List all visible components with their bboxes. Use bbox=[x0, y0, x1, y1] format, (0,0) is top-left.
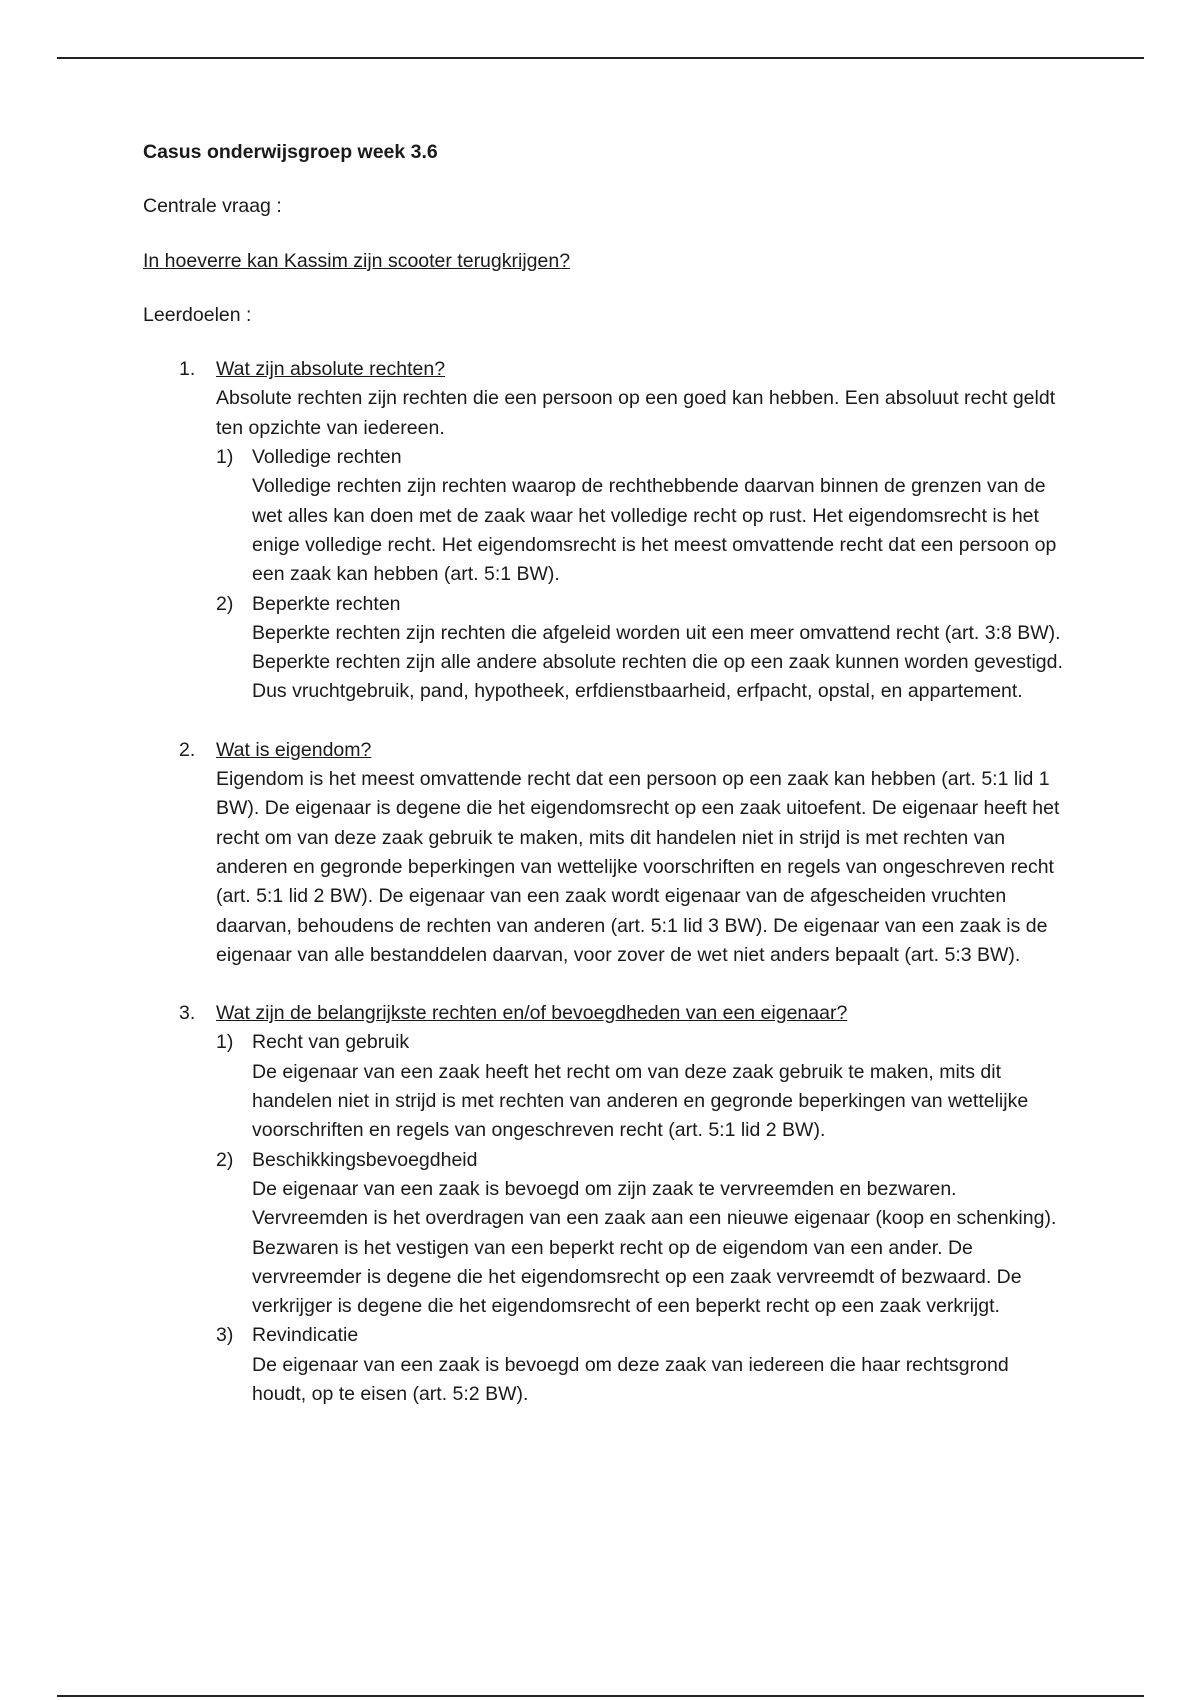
sub-item-heading: Volledige rechten bbox=[252, 446, 402, 469]
item-heading: Wat zijn de belangrijkste rechten en/of bevoegdheden van een eigenaar? bbox=[216, 1002, 848, 1025]
document-title: Casus onderwijsgroep week 3.6 bbox=[143, 141, 438, 163]
sub-item-text: De eigenaar van een zaak is bevoegd om deze zaak van iedereen die haar rechtsgrond houdt, op te eisen (art. 5:2 BW). bbox=[252, 1353, 1009, 1405]
item-heading: Wat zijn absolute rechten? bbox=[216, 358, 446, 381]
sub-item-number: 2) bbox=[216, 1148, 234, 1171]
learning-goal-3 bbox=[143, 999, 1063, 1409]
sub-item-text: De eigenaar van een zaak heeft het recht om van deze zaak gebruik te maken, mits dit handelen niet in strijd is met rechten van anderen en gegronde beperkingen van wettelijke voorschriften en regels van ongeschreven recht (art. 5:1 lid 2 BW). bbox=[252, 1060, 1029, 1142]
central-question-label: Centrale vraag : bbox=[143, 195, 282, 218]
sub-item-heading: Recht van gebruik bbox=[252, 1031, 410, 1054]
sub-list bbox=[216, 443, 1063, 707]
sub-item-heading: Beperkte rechten bbox=[252, 592, 401, 615]
sub-item-recht-van-gebruik bbox=[216, 1028, 1063, 1145]
sub-item-volledige-rechten bbox=[216, 443, 1063, 589]
sub-item-heading: Beschikkingsbevoegdheid bbox=[252, 1148, 478, 1171]
sub-item-beperkte-rechten bbox=[216, 590, 1063, 707]
sub-list bbox=[216, 1028, 1063, 1409]
central-question: In hoeverre kan Kassim zijn scooter terugkrijgen? bbox=[143, 249, 571, 272]
sub-item-heading: Revindicatie bbox=[252, 1324, 359, 1347]
header-rule bbox=[57, 57, 1144, 59]
item-heading: Wat is eigendom? bbox=[216, 738, 372, 761]
sub-item-text: De eigenaar van een zaak is bevoegd om zijn zaak te vervreemden en bezwaren. Vervreemden is het overdragen van een zaak aan een nieuwe eigenaar (koop en schenking). Bezwaren is het vestigen van een beperkt recht op de eigendom van een ander. De vervreemder is degene die het eigendomsrecht op een zaak vervreemdt of bezwaard. De verkrijger is degene die het eigendomsrecht of een beperkt recht op een zaak verkrijgt. bbox=[252, 1177, 1057, 1318]
sub-item-text: Volledige rechten zijn rechten waarop de rechthebbende daarvan binnen de grenzen van de wet alles kan doen met de zaak waar het volledige recht op rust. Het eigendomsrecht is het enige volledige recht. Het eigendomsrecht is het meest omvattende recht dat een persoon op een zaak kan hebben (art. 5:1 BW). bbox=[252, 475, 1057, 586]
sub-item-number: 1) bbox=[216, 1031, 234, 1054]
footer-rule bbox=[57, 1695, 1144, 1697]
item-number: 1. bbox=[179, 358, 196, 381]
sub-item-beschikkingsbevoegdheid bbox=[216, 1146, 1063, 1322]
learning-goals-list bbox=[143, 355, 1063, 1409]
sub-item-number: 3) bbox=[216, 1324, 234, 1347]
item-text: Absolute rechten zijn rechten die een persoon op een goed kan hebben. Een absoluut recht geldt ten opzichte van iedereen. bbox=[216, 387, 1056, 439]
item-number: 3. bbox=[179, 1002, 196, 1025]
document-body bbox=[143, 138, 1063, 1409]
sub-item-text: Beperkte rechten zijn rechten die afgeleid worden uit een meer omvattend recht (art. 3:8 BW). Beperkte rechten zijn alle andere absolute rechten die op een zaak kunnen worden gevestigd. Dus vruchtgebruik, pand, hypotheek, erfdienstbaarheid, erfpacht, opstal, en appartement. bbox=[252, 621, 1063, 703]
learning-goal-2 bbox=[143, 736, 1063, 970]
sub-item-number: 1) bbox=[216, 446, 234, 469]
sub-item-number: 2) bbox=[216, 592, 234, 615]
item-text: Eigendom is het meest omvattende recht dat een persoon op een zaak kan hebben (art. 5:1 lid 1 BW). De eigenaar is degene die het eigendomsrecht op een zaak uitoefent. De eigenaar heeft het recht om van deze zaak gebruik te maken, mits dit handelen niet in strijd is met rechten van anderen en gegronde beperkingen van wettelijke voorschriften en regels van ongeschreven recht (art. 5:1 lid 2 BW). De eigenaar van een zaak wordt eigenaar van de afgescheiden vruchten daarvan, behoudens de rechten van anderen (art. 5:1 lid 3 BW). De eigenaar van een zaak is de eigenaar van alle bestanddelen daarvan, voor zover de wet niet anders bepaalt (art. 5:3 BW). bbox=[216, 768, 1060, 966]
learning-goal-1 bbox=[143, 355, 1063, 707]
item-number: 2. bbox=[179, 738, 196, 761]
learning-goals-label: Leerdoelen : bbox=[143, 303, 252, 326]
sub-item-revindicatie bbox=[216, 1321, 1063, 1409]
